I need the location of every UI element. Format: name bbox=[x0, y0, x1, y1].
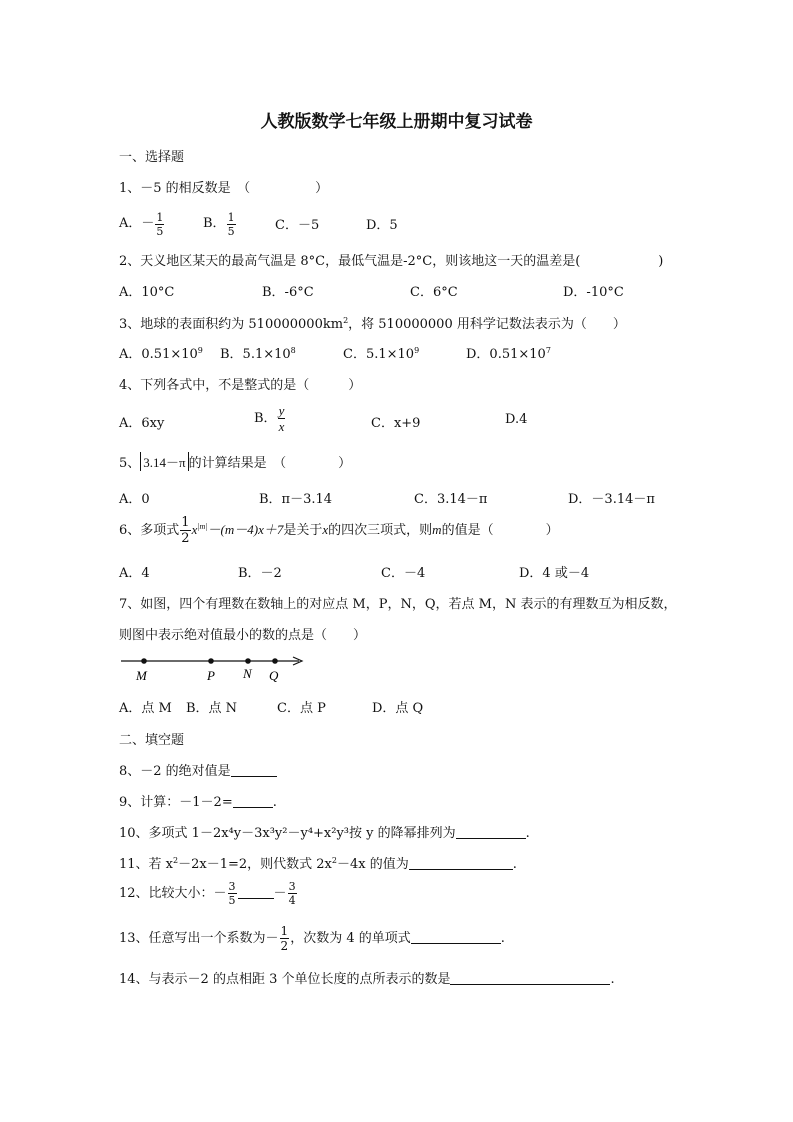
option-a: A．－ $\frac{1}{5}$ bbox=[119, 211, 164, 238]
question-2-options bbox=[119, 281, 719, 299]
question-3-options bbox=[119, 343, 719, 361]
answer-blank[interactable] bbox=[456, 826, 526, 839]
number-line-figure bbox=[119, 652, 309, 686]
option-b: B． $\frac{y}{x}$ bbox=[254, 403, 285, 434]
label-q: Q bbox=[269, 668, 279, 683]
label-m: M bbox=[136, 668, 147, 683]
option-b: B．π－3.14 bbox=[259, 492, 333, 507]
label-n: N bbox=[243, 666, 252, 681]
question-6-options bbox=[119, 562, 719, 580]
option-a: A．$0.51\times 10^9$ bbox=[119, 346, 203, 362]
option-b: B．-6°C bbox=[262, 285, 314, 300]
option-a: A．10°C bbox=[119, 285, 175, 300]
label-p: P bbox=[207, 668, 215, 683]
question-8: 8、－2 的绝对值是 bbox=[119, 760, 277, 779]
question-4-options bbox=[119, 404, 719, 436]
answer-blank[interactable] bbox=[233, 795, 273, 808]
answer-blank[interactable] bbox=[411, 931, 501, 944]
question-2: 2、天义地区某天的最高气温是 8°C，最低气温是-2°C，则该地这一天的温差是( ) bbox=[119, 254, 664, 269]
option-c: C．－5 bbox=[275, 218, 320, 233]
option-d: D．－3.14－π bbox=[568, 492, 655, 507]
question-4: 4、下列各式中，不是整式的是（ ） bbox=[119, 378, 362, 393]
option-c: C．x+9 bbox=[371, 416, 421, 431]
question-6: 6、多项式 $\frac{1}{2}$ $x^{|m|}-(m-4)x+7$是关于x的四次三项式，则m的值是（ ） bbox=[119, 515, 559, 546]
option-d: D．5 bbox=[366, 218, 398, 233]
question-7-line-1: 7、如图，四个有理数在数轴上的对应点 M，P，N，Q，若点 M，N 表示的有理数互为相反数， bbox=[119, 597, 677, 612]
option-c: C．6°C bbox=[410, 285, 458, 300]
option-b: B．点 N bbox=[186, 701, 238, 716]
option-d: D.4 bbox=[505, 412, 528, 427]
question-3: 3、地球的表面积约为 $510000000km^2$，将 510000000 用科学记数法表示为（ ） bbox=[119, 316, 626, 332]
question-5-options bbox=[119, 488, 719, 506]
question-11: 11、若 $x^2-2x-1=2$，则代数式 $2x^2-4x$ 的值为 . bbox=[119, 856, 517, 872]
answer-blank[interactable] bbox=[238, 886, 274, 899]
section-choice-heading: 一、选择题 bbox=[119, 150, 185, 165]
answer-blank[interactable] bbox=[231, 764, 277, 777]
option-a: A．0 bbox=[119, 492, 150, 507]
question-1: 1、－5 的相反数是 （ ） bbox=[119, 181, 329, 196]
option-c: C．$5.1\times 10^9$ bbox=[343, 346, 420, 362]
option-b: B．－2 bbox=[238, 566, 282, 581]
question-1-options bbox=[119, 204, 719, 238]
question-5: 5、 3.14－π 的计算结果是 （ ） bbox=[119, 452, 351, 471]
point-p bbox=[208, 658, 214, 664]
section-fill-heading: 二、填空题 bbox=[119, 733, 185, 748]
option-a: A．6xy bbox=[119, 416, 165, 431]
question-9: 9、计算：－1－2= . bbox=[119, 795, 277, 810]
option-c: C．点 P bbox=[277, 701, 326, 716]
question-7-line-2: 则图中表示绝对值最小的数的点是（ ） bbox=[119, 628, 367, 643]
option-d: D．4 或－4 bbox=[519, 566, 590, 581]
question-12: 12、比较大小：－ $\frac{3}{5}$ － $\frac{3}{4}$ bbox=[119, 880, 296, 907]
option-d: D．点 Q bbox=[372, 701, 424, 716]
answer-blank[interactable] bbox=[450, 972, 610, 985]
option-c: C．－4 bbox=[381, 566, 426, 581]
option-c: C．3.14－π bbox=[414, 492, 488, 507]
point-q bbox=[272, 658, 278, 664]
option-d: D．$0.51\times 10^7$ bbox=[466, 346, 551, 362]
page-title: 人教版数学七年级上册期中复习试卷 bbox=[260, 112, 533, 132]
question-14: 14、与表示－2 的点相距 3 个单位长度的点所表示的数是 . bbox=[119, 972, 615, 987]
option-b: B．$5.1\times 10^8$ bbox=[220, 346, 296, 362]
option-a: A．点 M bbox=[119, 701, 172, 716]
question-13: 13、任意写出一个系数为－ $\frac{1}{2}$ ，次数为 4 的单项式 . bbox=[119, 924, 505, 953]
answer-blank[interactable] bbox=[409, 857, 513, 870]
option-b: B． $\frac{1}{5}$ bbox=[203, 211, 235, 238]
point-m bbox=[141, 658, 147, 664]
question-10: 10、多项式 1－2x⁴y－3x³y²－y⁴+x²y³按 y 的降幂排列为 . bbox=[119, 826, 530, 841]
question-7-options bbox=[119, 697, 719, 715]
option-a: A．4 bbox=[119, 566, 150, 581]
point-n bbox=[245, 658, 251, 664]
option-d: D．-10°C bbox=[563, 285, 624, 300]
